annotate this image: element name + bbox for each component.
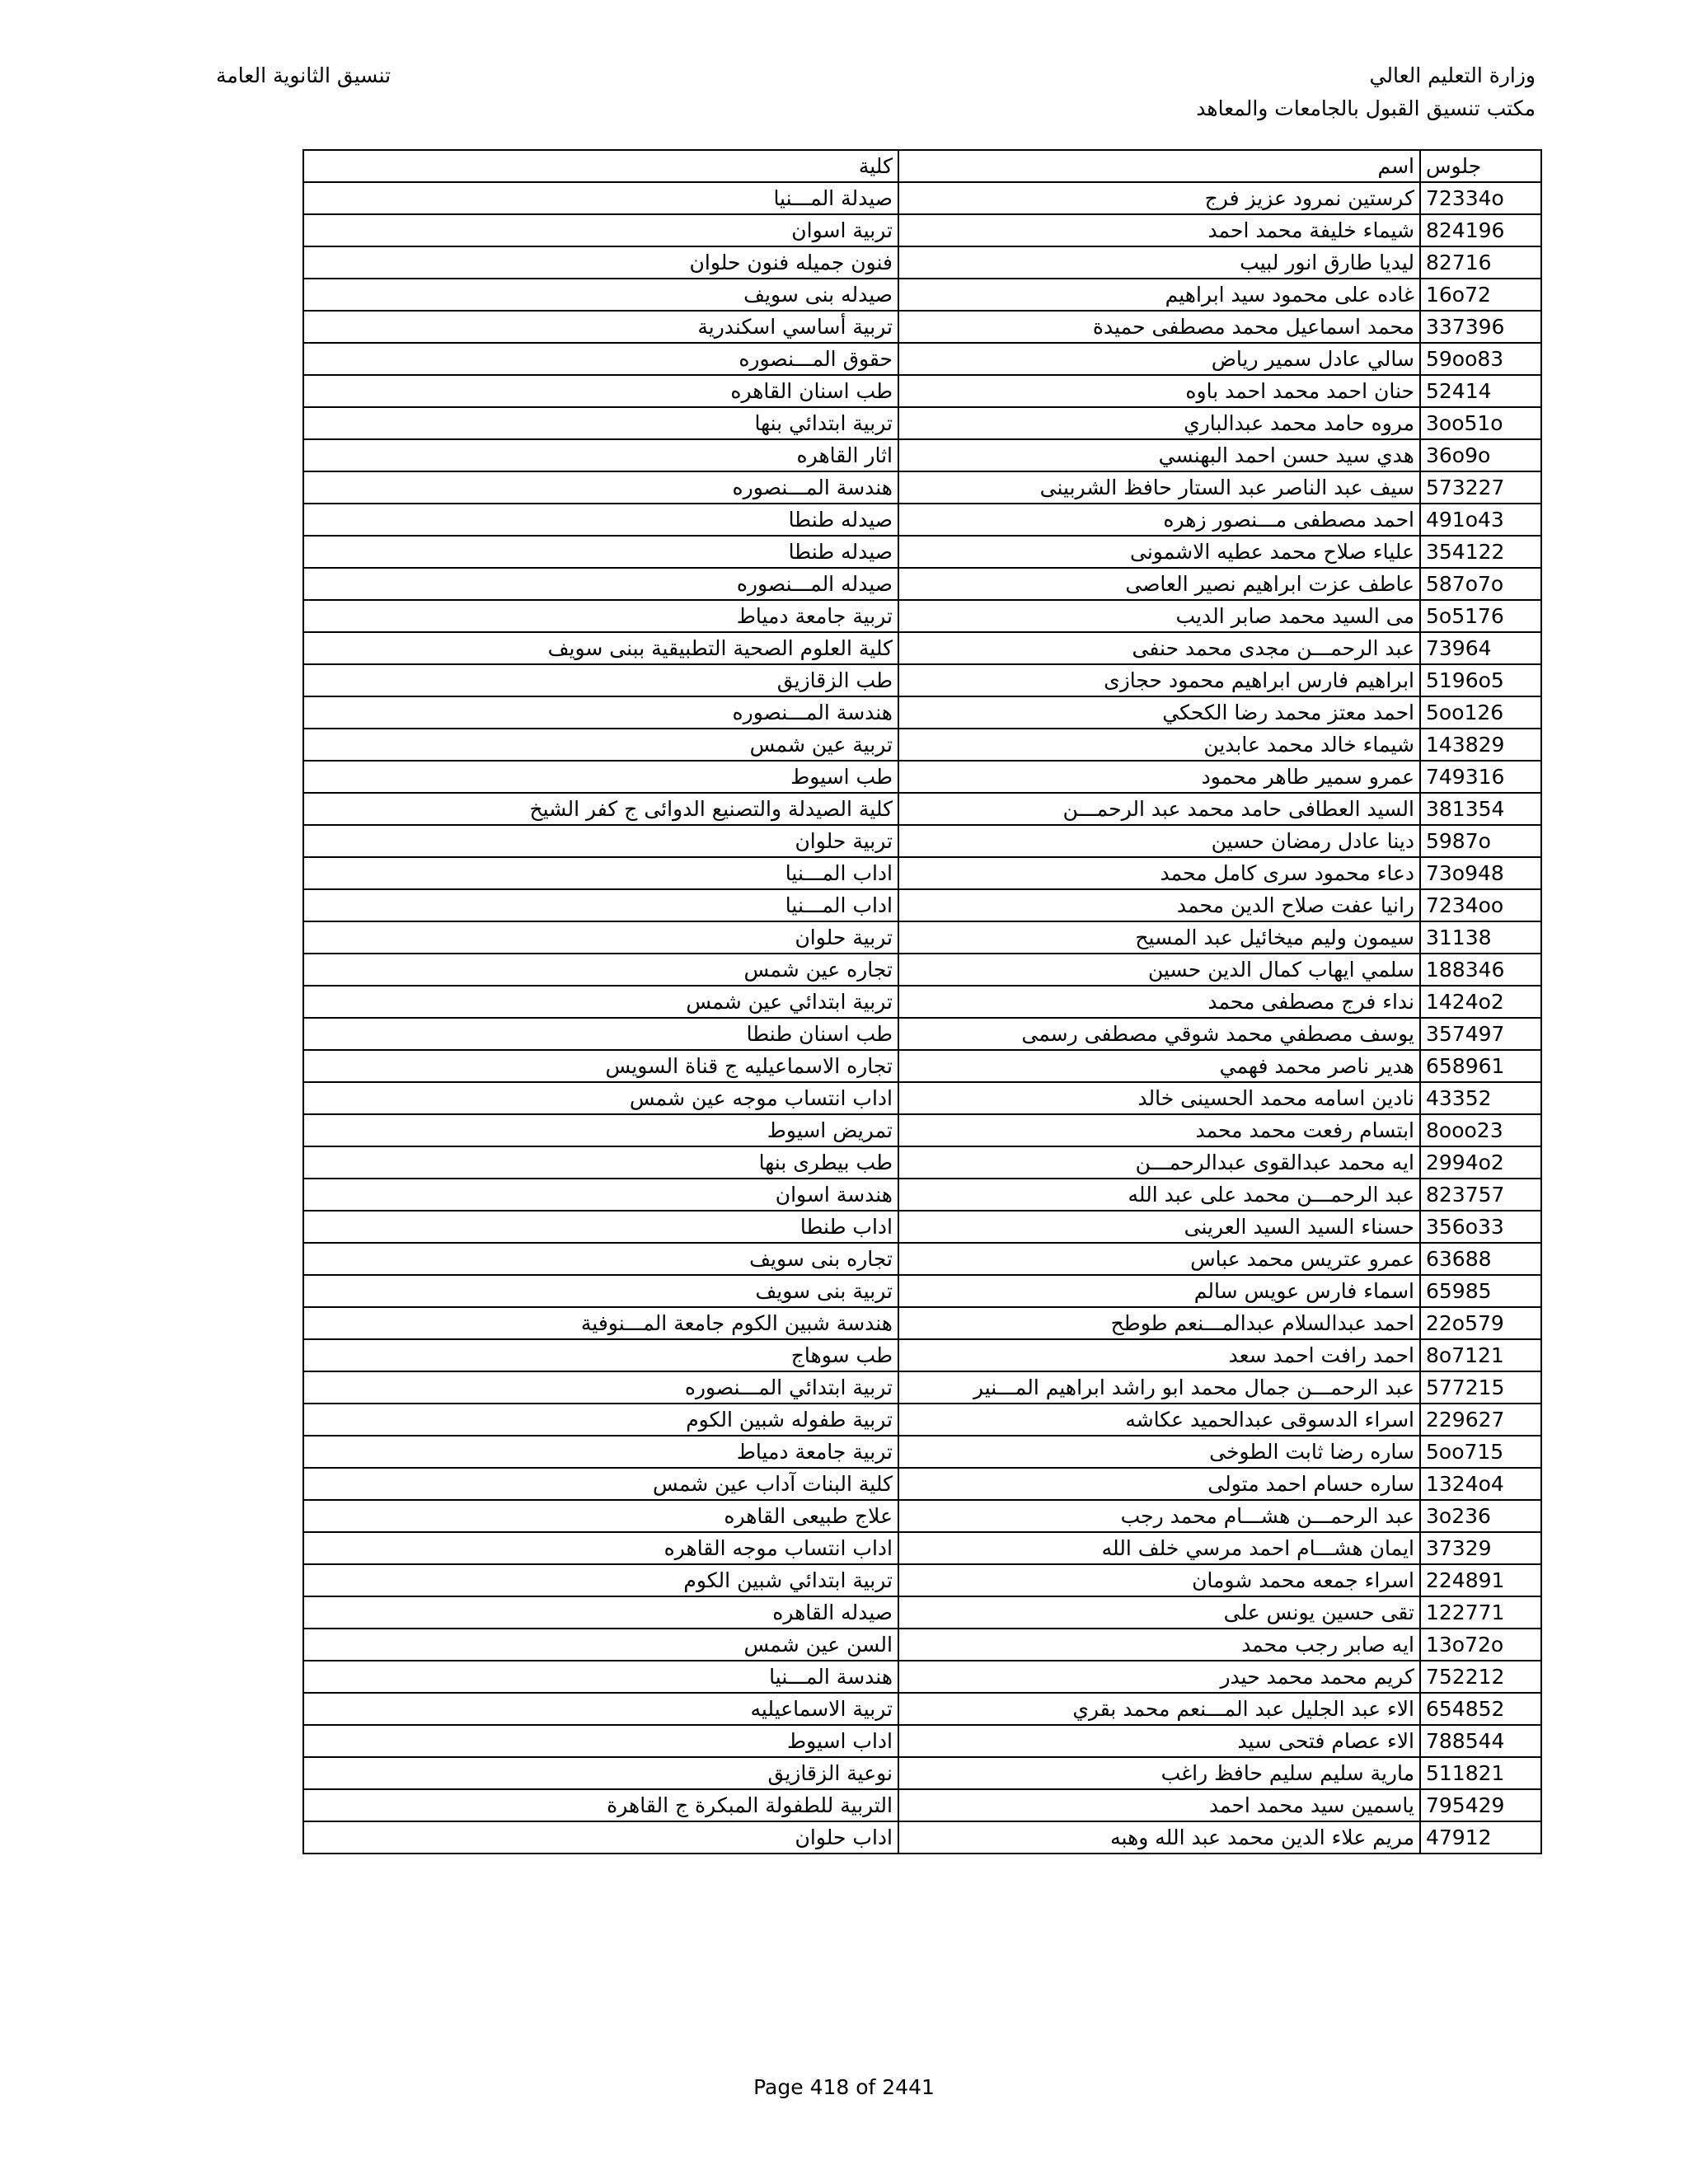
faculty-cell: تربية بنى سويف [303, 1275, 898, 1307]
table-row [303, 857, 1541, 889]
table-row [303, 1693, 1541, 1725]
name-cell: غاده على محمود سيد ابراهيم [898, 279, 1420, 311]
table-row [303, 1275, 1541, 1307]
seat-cell: 3o236 [1420, 1500, 1541, 1532]
table-row [303, 954, 1541, 986]
table-row [303, 311, 1541, 343]
seat-cell: 3oo51o [1420, 407, 1541, 439]
table-row [303, 761, 1541, 793]
name-cell: تقى حسين يونس على [898, 1596, 1420, 1629]
seat-cell: 5oo715 [1420, 1436, 1541, 1468]
name-cell: ساره رضا ثابت الطوخى [898, 1436, 1420, 1468]
table-row [303, 1468, 1541, 1500]
name-cell: ايه صابر رجب محمد [898, 1629, 1420, 1661]
seat-cell: 577215 [1420, 1371, 1541, 1404]
seat-cell: 16o72 [1420, 279, 1541, 311]
seat-cell: 752212 [1420, 1661, 1541, 1693]
seat-cell: 31138 [1420, 921, 1541, 954]
seat-cell: 229627 [1420, 1404, 1541, 1436]
table-row [303, 439, 1541, 471]
seat-cell: 22o579 [1420, 1307, 1541, 1339]
faculty-cell: صيدلة المـــنيا [303, 182, 898, 214]
seat-cell: 65985 [1420, 1275, 1541, 1307]
name-cell: عبد الرحمـــن جمال محمد ابو راشد ابراهيم المـــنير [898, 1371, 1420, 1404]
name-cell: مريم علاء الدين محمد عبد الله وهبه [898, 1821, 1420, 1854]
seat-cell: 8o7121 [1420, 1339, 1541, 1371]
faculty-cell: كلية البنات آداب عين شمس [303, 1468, 898, 1500]
faculty-cell: التربية للطفولة المبكرة ج القاهرة [303, 1789, 898, 1821]
table-row [303, 375, 1541, 407]
name-cell: رانيا عفت صلاح الدين محمد [898, 889, 1420, 921]
faculty-cell: تربية حلوان [303, 921, 898, 954]
faculty-cell: هندسة شبين الكوم جامعة المـــنوفية [303, 1307, 898, 1339]
name-cell: اسماء فارس عويس سالم [898, 1275, 1420, 1307]
program-title: تنسيق الثانوية العامة [216, 63, 392, 87]
name-cell: ابتسام رفعت محمد محمد [898, 1114, 1420, 1146]
seat-cell: 7234oo [1420, 889, 1541, 921]
table-row [303, 1629, 1541, 1661]
name-cell: عمرو سمير طاهر محمود [898, 761, 1420, 793]
faculty-cell: اداب المـــنيا [303, 889, 898, 921]
table-row [303, 1564, 1541, 1596]
table-row [303, 1146, 1541, 1179]
name-cell: عبد الرحمـــن مجدى محمد حنفى [898, 632, 1420, 664]
name-cell: شيماء خالد محمد عابدين [898, 729, 1420, 761]
name-cell: نادين اسامه محمد الحسينى خالد [898, 1082, 1420, 1114]
table-row [303, 407, 1541, 439]
faculty-cell: السن عين شمس [303, 1629, 898, 1661]
faculty-cell: اداب اسيوط [303, 1725, 898, 1757]
faculty-cell: اداب حلوان [303, 1821, 898, 1854]
table-row [303, 1661, 1541, 1693]
name-cell: هدير ناصر محمد فهمي [898, 1050, 1420, 1082]
seat-cell: 122771 [1420, 1596, 1541, 1629]
faculty-cell: تربية جامعة دمياط [303, 1436, 898, 1468]
name-cell: السيد العطافى حامد محمد عبد الرحمـــن [898, 793, 1420, 825]
table-row [303, 986, 1541, 1018]
name-cell: نداء فرج مصطفى محمد [898, 986, 1420, 1018]
table-row [303, 1114, 1541, 1146]
table-row [303, 1179, 1541, 1211]
faculty-cell: هندسة المـــنصوره [303, 471, 898, 504]
seat-cell: 52414 [1420, 375, 1541, 407]
seat-cell: 658961 [1420, 1050, 1541, 1082]
name-cell: اسراء الدسوقى عبدالحميد عكاشه [898, 1404, 1420, 1436]
faculty-cell: تجاره عين شمس [303, 954, 898, 986]
faculty-cell: تجاره بنى سويف [303, 1243, 898, 1275]
name-cell: ابراهيم فارس ابراهيم محمود حجازى [898, 664, 1420, 696]
name-cell: احمد رافت احمد سعد [898, 1339, 1420, 1371]
seat-cell: 73o948 [1420, 857, 1541, 889]
seat-cell: 654852 [1420, 1693, 1541, 1725]
faculty-cell: اثار القاهره [303, 439, 898, 471]
table-row [303, 536, 1541, 568]
seat-cell: 72334o [1420, 182, 1541, 214]
faculty-cell: تربية الاسماعيليه [303, 1693, 898, 1725]
name-cell: يوسف مصطفي محمد شوقي مصطفى رسمى [898, 1018, 1420, 1050]
name-cell: مروه حامد محمد عبدالباري [898, 407, 1420, 439]
faculty-cell: طب اسنان القاهره [303, 375, 898, 407]
seat-cell: 36o9o [1420, 439, 1541, 471]
faculty-cell: طب سوهاج [303, 1339, 898, 1371]
name-cell: مارية سليم سليم حافظ راغب [898, 1757, 1420, 1789]
table-row [303, 632, 1541, 664]
table-row [303, 1082, 1541, 1114]
table-row [303, 793, 1541, 825]
seat-cell: 354122 [1420, 536, 1541, 568]
faculty-cell: علاج طبيعى القاهره [303, 1500, 898, 1532]
table-row [303, 214, 1541, 246]
faculty-cell: صيدله طنطا [303, 536, 898, 568]
faculty-cell: تربية طفوله شبين الكوم [303, 1404, 898, 1436]
name-cell: كريم محمد محمد حيدر [898, 1661, 1420, 1693]
faculty-cell: كلية العلوم الصحية التطبيقية ببنى سويف [303, 632, 898, 664]
faculty-cell: تربية ابتدائي بنها [303, 407, 898, 439]
table-row [303, 1339, 1541, 1371]
name-cell: محمد اسماعيل محمد مصطفى حميدة [898, 311, 1420, 343]
seat-cell: 224891 [1420, 1564, 1541, 1596]
column-header-name: اسم [898, 150, 1420, 182]
faculty-cell: هندسة اسوان [303, 1179, 898, 1211]
seat-cell: 5o5176 [1420, 600, 1541, 632]
name-cell: سالي عادل سمير رياض [898, 343, 1420, 375]
faculty-cell: اداب انتساب موجه عين شمس [303, 1082, 898, 1114]
table-row [303, 1500, 1541, 1532]
faculty-cell: تمريض اسيوط [303, 1114, 898, 1146]
faculty-cell: تربية اسوان [303, 214, 898, 246]
faculty-cell: هندسة المـــنيا [303, 1661, 898, 1693]
faculty-cell: طب الزقازيق [303, 664, 898, 696]
seat-cell: 5196o5 [1420, 664, 1541, 696]
faculty-cell: نوعية الزقازيق [303, 1757, 898, 1789]
faculty-cell: صيدله طنطا [303, 504, 898, 536]
faculty-cell: تربية أساسي اسكندرية [303, 311, 898, 343]
column-header-faculty: كلية [303, 150, 898, 182]
seat-cell: 381354 [1420, 793, 1541, 825]
name-cell: دينا عادل رمضان حسين [898, 825, 1420, 857]
office-title: مكتب تنسيق القبول بالجامعات والمعاهد [1196, 96, 1536, 120]
table-row [303, 729, 1541, 761]
seat-cell: 573227 [1420, 471, 1541, 504]
table-row [303, 279, 1541, 311]
faculty-cell: تربية جامعة دمياط [303, 600, 898, 632]
name-cell: الاء عبد الجليل عبد المـــنعم محمد بقري [898, 1693, 1420, 1725]
name-cell: ايمان هشـــام احمد مرسي خلف الله [898, 1532, 1420, 1564]
table-row [303, 1436, 1541, 1468]
name-cell: سلمي ايهاب كمال الدين حسين [898, 954, 1420, 986]
name-cell: كرستين نمرود عزيز فرج [898, 182, 1420, 214]
name-cell: ياسمين سيد محمد احمد [898, 1789, 1420, 1821]
name-cell: ليديا طارق انور لبيب [898, 246, 1420, 279]
name-cell: عبد الرحمـــن هشـــام محمد رجب [898, 1500, 1420, 1532]
name-cell: احمد معتز محمد رضا الكحكي [898, 696, 1420, 729]
name-cell: ايه محمد عبدالقوى عبدالرحمـــن [898, 1146, 1420, 1179]
seat-cell: 5987o [1420, 825, 1541, 857]
table-row [303, 1789, 1541, 1821]
name-cell: حنان احمد محمد احمد باوه [898, 375, 1420, 407]
seat-cell: 1324o4 [1420, 1468, 1541, 1500]
name-cell: شيماء خليفة محمد احمد [898, 214, 1420, 246]
table-row [303, 1018, 1541, 1050]
table-row [303, 1050, 1541, 1082]
faculty-cell: تربية عين شمس [303, 729, 898, 761]
name-cell: الاء عصام فتحى سيد [898, 1725, 1420, 1757]
faculty-cell: تربية حلوان [303, 825, 898, 857]
seat-cell: 356o33 [1420, 1211, 1541, 1243]
faculty-cell: صيدله بنى سويف [303, 279, 898, 311]
name-cell: علياء صلاح محمد عطيه الاشمونى [898, 536, 1420, 568]
table-row [303, 1596, 1541, 1629]
table-row [303, 921, 1541, 954]
seat-cell: 788544 [1420, 1725, 1541, 1757]
seat-cell: 337396 [1420, 311, 1541, 343]
ministry-title: وزارة التعليم العالي [1369, 63, 1536, 87]
seat-cell: 47912 [1420, 1821, 1541, 1854]
table-row [303, 1307, 1541, 1339]
name-cell: عمرو عتريس محمد عباس [898, 1243, 1420, 1275]
table-row [303, 1404, 1541, 1436]
name-cell: عبد الرحمـــن محمد على عبد الله [898, 1179, 1420, 1211]
faculty-cell: هندسة المـــنصوره [303, 696, 898, 729]
seat-cell: 8ooo23 [1420, 1114, 1541, 1146]
table-row [303, 1532, 1541, 1564]
seat-cell: 823757 [1420, 1179, 1541, 1211]
faculty-cell: طب اسنان طنطا [303, 1018, 898, 1050]
name-cell: هدي سيد حسن احمد البهنسي [898, 439, 1420, 471]
table-row [303, 600, 1541, 632]
seat-cell: 13o72o [1420, 1629, 1541, 1661]
faculty-cell: تربية ابتدائي شبين الكوم [303, 1564, 898, 1596]
faculty-cell: اداب انتساب موجه القاهره [303, 1532, 898, 1564]
table-row [303, 1371, 1541, 1404]
seat-cell: 143829 [1420, 729, 1541, 761]
table-row [303, 1821, 1541, 1854]
table-row [303, 825, 1541, 857]
seat-cell: 2994o2 [1420, 1146, 1541, 1179]
seat-cell: 511821 [1420, 1757, 1541, 1789]
table-row [303, 471, 1541, 504]
table-row [303, 246, 1541, 279]
name-cell: عاطف عزت ابراهيم نصير العاصى [898, 568, 1420, 600]
faculty-cell: صيدله القاهره [303, 1596, 898, 1629]
seat-cell: 587o7o [1420, 568, 1541, 600]
faculty-cell: تجاره الاسماعيليه ج قناة السويس [303, 1050, 898, 1082]
seat-cell: 59oo83 [1420, 343, 1541, 375]
seat-cell: 5oo126 [1420, 696, 1541, 729]
name-cell: احمد عبدالسلام عبدالمـــنعم طوطح [898, 1307, 1420, 1339]
seat-cell: 491o43 [1420, 504, 1541, 536]
table-row [303, 568, 1541, 600]
table-row [303, 696, 1541, 729]
faculty-cell: تربية ابتدائي المـــنصوره [303, 1371, 898, 1404]
faculty-cell: طب بيطرى بنها [303, 1146, 898, 1179]
seat-cell: 82716 [1420, 246, 1541, 279]
faculty-cell: اداب المـــنيا [303, 857, 898, 889]
name-cell: احمد مصطفى مـــنصور زهره [898, 504, 1420, 536]
faculty-cell: صيدله المـــنصوره [303, 568, 898, 600]
table-header-row [303, 150, 1541, 182]
table-row [303, 1757, 1541, 1789]
seat-cell: 43352 [1420, 1082, 1541, 1114]
name-cell: اسراء جمعه محمد شومان [898, 1564, 1420, 1596]
table-row [303, 664, 1541, 696]
faculty-cell: كلية الصيدلة والتصنيع الدوائى ج كفر الشيخ [303, 793, 898, 825]
name-cell: سيف عبد الناصر عبد الستار حافظ الشربينى [898, 471, 1420, 504]
seat-cell: 188346 [1420, 954, 1541, 986]
faculty-cell: حقوق المـــنصوره [303, 343, 898, 375]
results-table [302, 149, 1542, 1854]
seat-cell: 37329 [1420, 1532, 1541, 1564]
table-row [303, 1211, 1541, 1243]
faculty-cell: اداب طنطا [303, 1211, 898, 1243]
name-cell: ساره حسام احمد متولى [898, 1468, 1420, 1500]
table-row [303, 889, 1541, 921]
seat-cell: 73964 [1420, 632, 1541, 664]
seat-cell: 63688 [1420, 1243, 1541, 1275]
table-row [303, 504, 1541, 536]
seat-cell: 795429 [1420, 1789, 1541, 1821]
column-header-seat: جلوس [1420, 150, 1541, 182]
table-row [303, 1243, 1541, 1275]
seat-cell: 749316 [1420, 761, 1541, 793]
seat-cell: 824196 [1420, 214, 1541, 246]
table-row [303, 1725, 1541, 1757]
table-row [303, 343, 1541, 375]
name-cell: مى السيد محمد صابر الديب [898, 600, 1420, 632]
page-number: Page 418 of 2441 [753, 2075, 935, 2099]
seat-cell: 357497 [1420, 1018, 1541, 1050]
faculty-cell: طب اسيوط [303, 761, 898, 793]
name-cell: حسناء السيد السيد العرينى [898, 1211, 1420, 1243]
name-cell: سيمون وليم ميخائيل عبد المسيح [898, 921, 1420, 954]
seat-cell: 1424o2 [1420, 986, 1541, 1018]
faculty-cell: فنون جميله فنون حلوان [303, 246, 898, 279]
faculty-cell: تربية ابتدائي عين شمس [303, 986, 898, 1018]
name-cell: دعاء محمود سرى كامل محمد [898, 857, 1420, 889]
table-row [303, 182, 1541, 214]
